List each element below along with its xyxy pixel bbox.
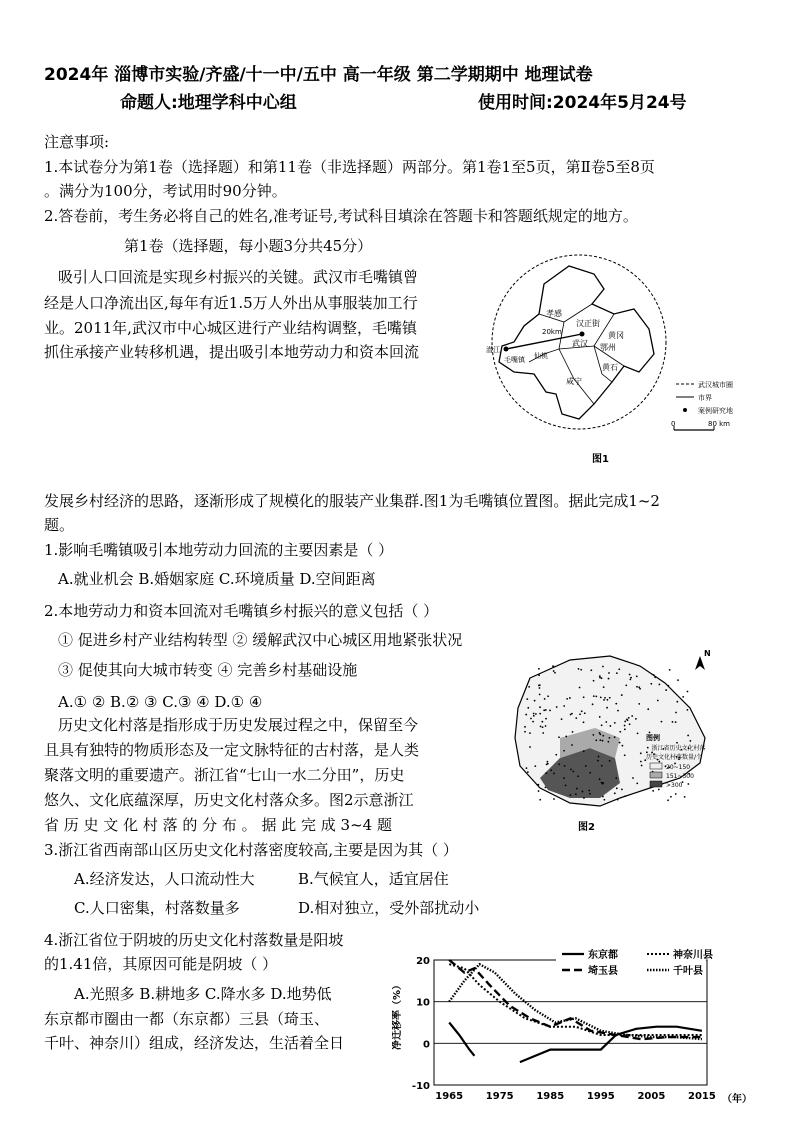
place-label: 20km: [542, 328, 562, 336]
village-dot: [684, 796, 686, 798]
village-dot: [543, 709, 545, 711]
village-dot: [647, 708, 649, 710]
section-heading: 第1卷（选择题，每小题3分共45分）: [124, 237, 373, 255]
village-dot: [561, 718, 563, 720]
village-dot: [675, 793, 677, 795]
village-dot: [609, 725, 611, 727]
village-dot: [578, 668, 580, 670]
village-dot: [545, 709, 547, 711]
village-dot: [524, 726, 526, 728]
village-dot: [539, 706, 541, 708]
question-4-stem: 4.浙江省位于阴坡的历史文化村落数量是阳坡: [44, 931, 344, 949]
village-dot: [631, 715, 633, 717]
north-arrow-icon: [695, 656, 705, 670]
village-dot: [601, 782, 603, 784]
village-dot: [624, 725, 626, 727]
village-dot: [624, 728, 626, 730]
village-dot: [675, 712, 677, 714]
village-dot: [599, 716, 601, 718]
village-dot: [636, 675, 638, 677]
notice-line-1a: 1.本试卷分为第1卷（选择题）和第11卷（非选择题）两部分。第1卷1至5页，第Ⅱ卷5至8页: [44, 158, 655, 176]
village-dot: [624, 721, 626, 723]
village-dot: [665, 689, 667, 691]
village-dot: [621, 694, 623, 696]
village-dot: [669, 669, 671, 671]
x-tick-label: 2005: [637, 1091, 666, 1102]
legend-swatch-low: [650, 763, 662, 769]
village-dot: [603, 686, 605, 688]
village-dot: [572, 731, 574, 733]
legend-swatch-high: [650, 781, 662, 787]
passage3-line: 东京都市圈由一都（东京都）三县（琦玉、: [44, 1010, 330, 1028]
village-dot: [597, 760, 599, 762]
passage1-line: 发展乡村经济的思路，逐渐形成了规模化的服装产业集群.图1为毛嘴镇位置图。据此完成1~2: [44, 492, 660, 510]
village-dot: [527, 771, 529, 773]
village-dot: [607, 699, 609, 701]
village-dot: [601, 724, 603, 726]
village-dot: [533, 713, 535, 715]
village-dot: [628, 717, 630, 719]
legend-label: 武汉城市圈: [698, 381, 733, 389]
legend-swatch-mid: [650, 772, 662, 778]
village-dot: [545, 718, 547, 720]
village-dot: [545, 725, 547, 727]
village-dot: [553, 670, 555, 672]
passage1-line: 抓住承接产业转移机遇，提出吸引本地劳动力和资本回流: [44, 343, 420, 361]
village-dot: [583, 721, 585, 723]
village-dot: [555, 754, 557, 756]
village-dot: [608, 678, 610, 680]
question-3-option-a: A.经济发达，人口流动性大: [74, 870, 255, 888]
village-dot: [676, 742, 678, 744]
figure1-caption: 图1: [592, 454, 609, 465]
village-dot: [638, 703, 640, 705]
place-label: 鄂州: [600, 343, 616, 352]
village-dot: [579, 713, 581, 715]
village-dot: [608, 672, 610, 674]
village-dot: [539, 687, 541, 689]
place-label: 武汉: [572, 339, 588, 348]
village-dot: [601, 765, 603, 767]
village-dot: [563, 705, 565, 707]
village-dot: [527, 707, 529, 709]
chart-x-label: （年）: [722, 1094, 752, 1105]
village-dot: [539, 694, 541, 696]
scale-zero: 0: [671, 420, 676, 428]
village-dot: [579, 687, 581, 689]
village-dot: [580, 669, 582, 671]
village-dot: [598, 756, 600, 758]
maozui-marker: [504, 347, 509, 352]
legend-label: 东京都: [588, 950, 618, 961]
village-dot: [571, 713, 573, 715]
village-dot: [617, 799, 619, 801]
village-dot: [614, 792, 616, 794]
village-dot: [540, 725, 542, 727]
village-dot: [632, 777, 634, 779]
village-dot: [603, 799, 605, 801]
x-tick-label: 2015: [688, 1091, 716, 1102]
village-dot: [532, 721, 534, 723]
village-dot: [566, 698, 568, 700]
village-dot: [636, 686, 638, 688]
fig2-legend-item: 151~300: [666, 773, 694, 780]
village-dot: [547, 761, 549, 763]
question-1-stem: 1.影响毛嘴镇吸引本地劳动力回流的主要因素是（ ）: [44, 541, 394, 559]
village-dot: [544, 698, 546, 700]
village-dot: [592, 734, 594, 736]
village-dot: [538, 790, 540, 792]
place-label: 黄石: [602, 363, 618, 372]
legend-label: 神奈川县: [673, 950, 713, 961]
village-dot: [534, 700, 536, 702]
village-dot: [635, 718, 637, 720]
village-dot: [529, 746, 531, 748]
village-dot: [602, 666, 604, 668]
legend-label: 千叶县: [673, 966, 703, 977]
village-dot: [639, 688, 641, 690]
village-dot: [624, 754, 626, 756]
village-dot: [617, 710, 619, 712]
village-dot: [570, 769, 572, 771]
y-tick-label: 10: [416, 997, 430, 1009]
question-3-stem: 3.浙江省西南部山区历史文化村落密度较高,主要是因为其（ ）: [44, 841, 458, 859]
village-dot: [588, 790, 590, 792]
village-dot: [547, 695, 549, 697]
y-tick-label: -10: [411, 1081, 430, 1092]
legend-label: 市界: [698, 394, 712, 402]
chart-x-ticks: [435, 1091, 716, 1102]
place-label: 咸宁: [566, 377, 582, 386]
village-dot: [599, 778, 601, 780]
place-label: 黄冈: [608, 331, 624, 340]
village-dot: [640, 752, 642, 754]
village-dot: [545, 786, 547, 788]
chart-y-label: 净迁移率（%）: [392, 979, 403, 1050]
village-dot: [550, 769, 552, 771]
village-dot: [687, 735, 689, 737]
question-4-options: A.光照多 B.耕地多 C.降水多 D.地势低: [74, 985, 332, 1003]
village-dot: [575, 717, 577, 719]
village-dot: [667, 799, 669, 801]
y-tick-label: 20: [416, 956, 430, 967]
question-3-option-b: B.气候宜人，适宜居住: [298, 870, 449, 888]
village-dot: [619, 742, 621, 744]
village-dot: [589, 793, 591, 795]
village-dot: [538, 668, 540, 670]
x-tick-label: 1965: [435, 1091, 464, 1102]
village-dot: [572, 771, 574, 773]
village-dot: [584, 712, 586, 714]
village-dot: [677, 679, 679, 681]
village-dot: [526, 698, 528, 700]
village-dot: [653, 674, 655, 676]
village-dot: [563, 777, 565, 779]
village-dot: [606, 707, 608, 709]
village-dot: [581, 710, 583, 712]
village-dot: [528, 686, 530, 688]
village-dot: [558, 736, 560, 738]
village-dot: [595, 739, 597, 741]
village-dot: [569, 794, 571, 796]
village-dot: [689, 740, 691, 742]
village-dot: [564, 765, 566, 767]
village-dot: [549, 710, 551, 712]
village-dot: [602, 735, 604, 737]
fig2-legend-item: >300: [666, 782, 683, 789]
village-dot: [534, 765, 536, 767]
village-dot: [605, 721, 607, 723]
village-dot: [530, 718, 532, 720]
village-dot: [672, 721, 674, 723]
village-dot: [629, 679, 631, 681]
place-label: 孝感: [546, 309, 562, 318]
x-tick-label: 1995: [586, 1091, 615, 1102]
legend-dot: [683, 408, 687, 412]
village-dot: [658, 684, 660, 686]
village-dot: [619, 731, 621, 733]
figure2-map: [500, 648, 762, 834]
village-dot: [582, 791, 584, 793]
village-dot: [545, 772, 547, 774]
passage2-line: 悠久、文化底蕴深厚，历史文化村落众多。图2示意浙江: [44, 791, 414, 809]
exam-author: 命题人:地理学科中心组: [120, 93, 297, 113]
question-3-option-c: C.人口密集，村落数量多: [74, 899, 240, 917]
place-label: 汉正街: [576, 319, 600, 328]
passage1-line: 业。2011年,武汉市中心城区进行产业结构调整，毛嘴镇: [44, 319, 417, 337]
legend-label: 埼玉县: [588, 966, 618, 977]
notice-heading: 注意事项:: [44, 133, 110, 151]
village-dot: [618, 668, 620, 670]
village-dot: [577, 775, 579, 777]
fig2-legend-title: 图例: [646, 734, 660, 742]
fig2-legend-item: 20~150: [666, 764, 691, 771]
village-dot: [657, 700, 659, 702]
village-dot: [585, 765, 587, 767]
legend-label: 案例研究地: [698, 407, 733, 415]
place-label: 毛嘴镇: [504, 356, 525, 364]
village-dot: [601, 677, 603, 679]
village-dot: [609, 737, 611, 739]
figure2-caption: 图2: [578, 822, 595, 833]
series-line-东京都: [449, 1023, 474, 1056]
question-3-option-d: D.相对独立，受外部扰动小: [298, 899, 480, 917]
passage2-line: 且具有独特的物质形态及一定文脉特征的古村落，是人类: [44, 741, 420, 759]
village-dot: [637, 732, 639, 734]
question-1-options: A.就业机会 B.婚姻家庭 C.环境质量 D.空间距离: [58, 570, 376, 588]
village-dot: [629, 723, 631, 725]
village-dot: [599, 677, 601, 679]
village-dot: [609, 760, 611, 762]
village-dot: [538, 685, 540, 687]
village-dot: [602, 740, 604, 742]
village-dot: [687, 691, 689, 693]
village-dot: [624, 795, 626, 797]
passage1-line: 经是人口净流出区,每年有近1.5万人外出从事服装加工行: [44, 294, 418, 312]
village-dot: [554, 672, 556, 674]
village-dot: [593, 680, 595, 682]
notice-line-1b: 。满分为100分，考试用时90分钟。: [44, 182, 287, 200]
village-dot: [533, 715, 535, 717]
village-dot: [558, 763, 560, 765]
village-dot: [595, 695, 597, 697]
exam-date: 使用时间:2024年5月24号: [478, 93, 687, 113]
village-dot: [604, 697, 606, 699]
village-dot: [652, 790, 654, 792]
village-dot: [535, 713, 537, 715]
village-dot: [542, 726, 544, 728]
village-dot: [621, 745, 623, 747]
village-dot: [537, 784, 539, 786]
village-dot: [526, 767, 528, 769]
village-dot: [576, 788, 578, 790]
y-tick-label: 0: [423, 1039, 430, 1051]
village-dot: [542, 732, 544, 734]
village-dot: [621, 788, 623, 790]
village-dot: [625, 684, 627, 686]
village-dot: [615, 777, 617, 779]
chart-frame: [434, 960, 707, 1085]
village-dot: [654, 676, 656, 678]
north-label: N: [704, 649, 711, 658]
village-dot: [583, 696, 585, 698]
question-2-stem: 2.本地劳动力和资本回流对毛嘴镇乡村振兴的意义包括（ ）: [44, 602, 439, 620]
village-dot: [539, 713, 541, 715]
village-dot: [616, 787, 618, 789]
village-dot: [553, 773, 555, 775]
village-dot: [565, 736, 567, 738]
village-dot: [661, 721, 663, 723]
village-dot: [614, 722, 616, 724]
x-tick-label: 1975: [485, 1091, 514, 1102]
village-dot: [616, 672, 618, 674]
village-dot: [602, 782, 604, 784]
village-dot: [626, 718, 628, 720]
place-label: 仙桃: [534, 352, 548, 360]
place-label: 潜江: [486, 346, 500, 354]
passage2-line: 省 历 史 文 化 村 落 的 分 布 。 据 此 完 成 3~4 题: [44, 816, 392, 834]
village-dot: [607, 741, 609, 743]
village-dot: [641, 765, 643, 767]
village-dot: [609, 697, 611, 699]
village-dot: [640, 761, 642, 763]
village-dot: [525, 714, 527, 716]
question-4-stem: 的1.41倍，其原因可能是阴坡（ ）: [44, 955, 278, 973]
village-dot: [593, 695, 595, 697]
village-dot: [602, 796, 604, 798]
chart-grid: [434, 960, 707, 1085]
village-dot: [589, 772, 591, 774]
passage1-line: 题。: [44, 516, 75, 534]
village-dot: [599, 732, 601, 734]
fig2-legend-sub: 历史文化村落数量/个: [646, 754, 703, 761]
village-dot: [583, 750, 585, 752]
village-dot: [541, 721, 543, 723]
passage2-line: 历史文化村落是指形成于历史发展过程之中，保留至今: [58, 716, 419, 734]
village-dot: [556, 706, 558, 708]
village-dot: [667, 685, 669, 687]
passage1-line: 吸引人口回流是实现乡村振兴的关键。武汉市毛嘴镇曾: [58, 268, 419, 286]
question-2-statement: ③ 促使其向大城市转变 ④ 完善乡村基础设施: [58, 661, 358, 679]
village-dot: [565, 784, 567, 786]
village-dot: [615, 703, 617, 705]
village-dot: [553, 666, 555, 668]
village-dot: [682, 696, 684, 698]
fig2-legend-sub: • 浙江省历史文化村落: [646, 745, 706, 752]
village-dot: [590, 669, 592, 671]
x-tick-label: 1985: [536, 1091, 565, 1102]
village-dot: [658, 789, 660, 791]
village-dot: [524, 731, 526, 733]
notice-line-2: 2.答卷前，考生务必将自己的姓名,准考证号,考试科目填涂在答题卡和答题纸规定的地方。: [44, 207, 638, 225]
chart-y-ticks: [412, 956, 430, 1092]
village-dot: [592, 703, 594, 705]
question-2-statement: ① 促进乡村产业结构转型 ② 缓解武汉中心城区用地紧张状况: [58, 631, 463, 649]
village-dot: [614, 736, 616, 738]
series-line-东京都: [520, 1027, 702, 1062]
village-dot: [599, 739, 601, 741]
scale-label: 80 km: [708, 420, 731, 428]
village-dot: [553, 798, 555, 800]
village-dot: [571, 744, 573, 746]
village-dot: [563, 750, 565, 752]
passage2-line: 聚落文明的重要遗产。浙江省“七山一水二分田”，历史: [44, 766, 405, 784]
village-dot: [670, 796, 672, 798]
figure1-map: [484, 254, 764, 476]
village-dot: [538, 674, 540, 676]
village-dot: [687, 783, 689, 785]
village-dot: [583, 797, 585, 799]
passage3-line: 千叶、神奈川）组成，经济发达，生活着全日: [44, 1034, 345, 1052]
village-dot: [629, 674, 631, 676]
migration-line-chart: [392, 940, 772, 1108]
village-dot: [569, 697, 571, 699]
village-dot: [650, 683, 652, 685]
exam-title: 2024年 淄博市实验/齐盛/十一中/五中 高一年级 第二学期期中 地理试卷: [44, 65, 593, 85]
village-dot: [529, 732, 531, 734]
village-dot: [676, 701, 678, 703]
village-dot: [636, 782, 638, 784]
village-dot: [686, 709, 688, 711]
chart-legend: [556, 944, 713, 978]
hanzhengjie-marker: [580, 332, 585, 337]
village-dot: [575, 793, 577, 795]
village-dot: [547, 763, 549, 765]
question-2-options: A.① ② B.② ③ C.③ ④ D.① ④: [58, 693, 263, 711]
village-dot: [539, 799, 541, 801]
village-dot: [630, 677, 632, 679]
village-dot: [675, 721, 677, 723]
village-dot: [603, 699, 605, 701]
village-dot: [600, 696, 602, 698]
